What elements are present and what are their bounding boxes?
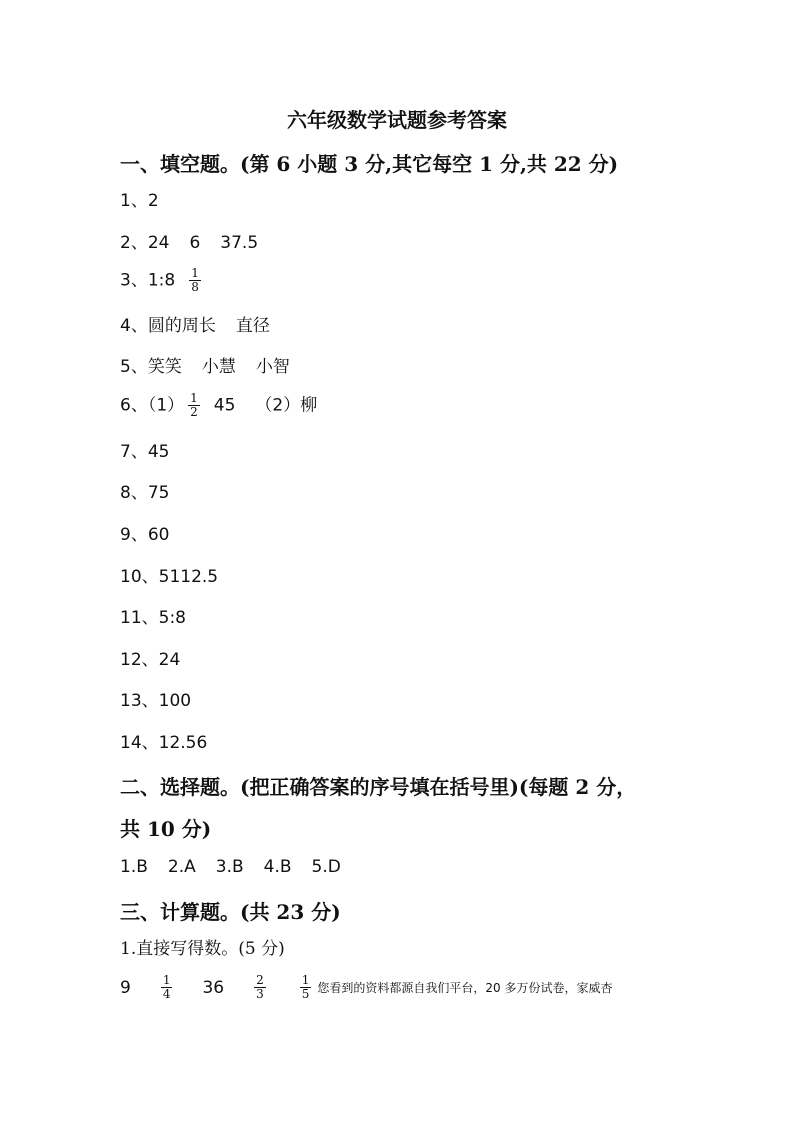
answer-6 [120,392,317,419]
answer-1: 1、2 [120,191,159,211]
section3-subheading: 1.直接写得数。(5 分) [120,939,285,959]
calc-result-3: 36 [202,977,225,998]
answer-3 [120,267,205,294]
section2-answers [120,856,341,878]
answer-7: 7、45 [120,442,170,462]
answer-4-part2: 直径 [235,316,270,336]
answer-12: 12、24 [120,650,181,670]
page-title: 六年级数学试题参考答案 [287,108,507,132]
answer-3-ratio: 3、1:8 [120,270,176,291]
fraction-numerator: 2 [256,973,264,987]
fraction-numerator: 1 [162,973,171,987]
answer-9: 9、60 [120,525,170,545]
answer-8: 8、75 [120,483,170,503]
fraction-denominator: 5 [301,987,310,1001]
fraction-denominator: 4 [162,987,171,1001]
answer-10: 10、5112.5 [120,567,219,587]
answer-3-fraction [189,267,201,294]
calc-result-5 [300,974,312,1001]
answer-5 [120,356,290,378]
fraction-numerator: 1 [301,973,310,987]
answer-6-part2: 45 [213,395,236,416]
answer-2 [120,232,258,254]
platform-notice: 您看到的资料都源自我们平台，20 多万份试卷，家威杏 [317,980,613,995]
answer-5-part3: 小智 [255,357,290,377]
section3-results [120,974,612,1001]
answer-2-part1: 2、24 [120,233,170,253]
answer-2-part3: 37.5 [220,233,259,253]
choice-answer-5: 5.D [311,857,341,877]
calc-result-4 [254,974,266,1001]
answer-6-part3: （2）柳 [255,395,318,416]
fraction-numerator: 1 [190,391,198,405]
section1-heading: 一、填空题。(第 6 小题 3 分,其它每空 1 分,共 22 分) [120,152,619,176]
section3-heading: 三、计算题。(共 23 分) [120,900,341,924]
fraction-denominator: 2 [190,405,198,419]
section2-heading-line1: 二、选择题。(把正确答案的序号填在括号里)(每题 2 分， [120,775,637,799]
answer-13: 13、100 [120,691,192,711]
answer-14: 14、12.56 [120,733,208,753]
answer-4 [120,315,270,337]
choice-answer-2: 2.A [167,857,196,877]
answer-6-label: 6、（1） [120,395,185,416]
calc-result-2 [161,974,173,1001]
fraction-numerator: 1 [191,266,199,280]
fraction-denominator: 3 [256,987,264,1001]
answer-11: 11、5:8 [120,608,186,628]
fraction-denominator: 8 [191,280,199,294]
answer-5-part1: 5、笑笑 [120,357,182,377]
choice-answer-1: 1.B [120,857,148,877]
section2-heading-line2: 共 10 分) [120,817,212,841]
answer-6-fraction [188,392,200,419]
choice-answer-3: 3.B [215,857,244,877]
answer-4-part1: 4、圆的周长 [120,316,216,336]
choice-answer-4: 4.B [263,857,292,877]
answer-5-part2: 小慧 [201,357,236,377]
calc-result-1: 9 [120,977,131,998]
answer-2-part2: 6 [189,233,201,253]
